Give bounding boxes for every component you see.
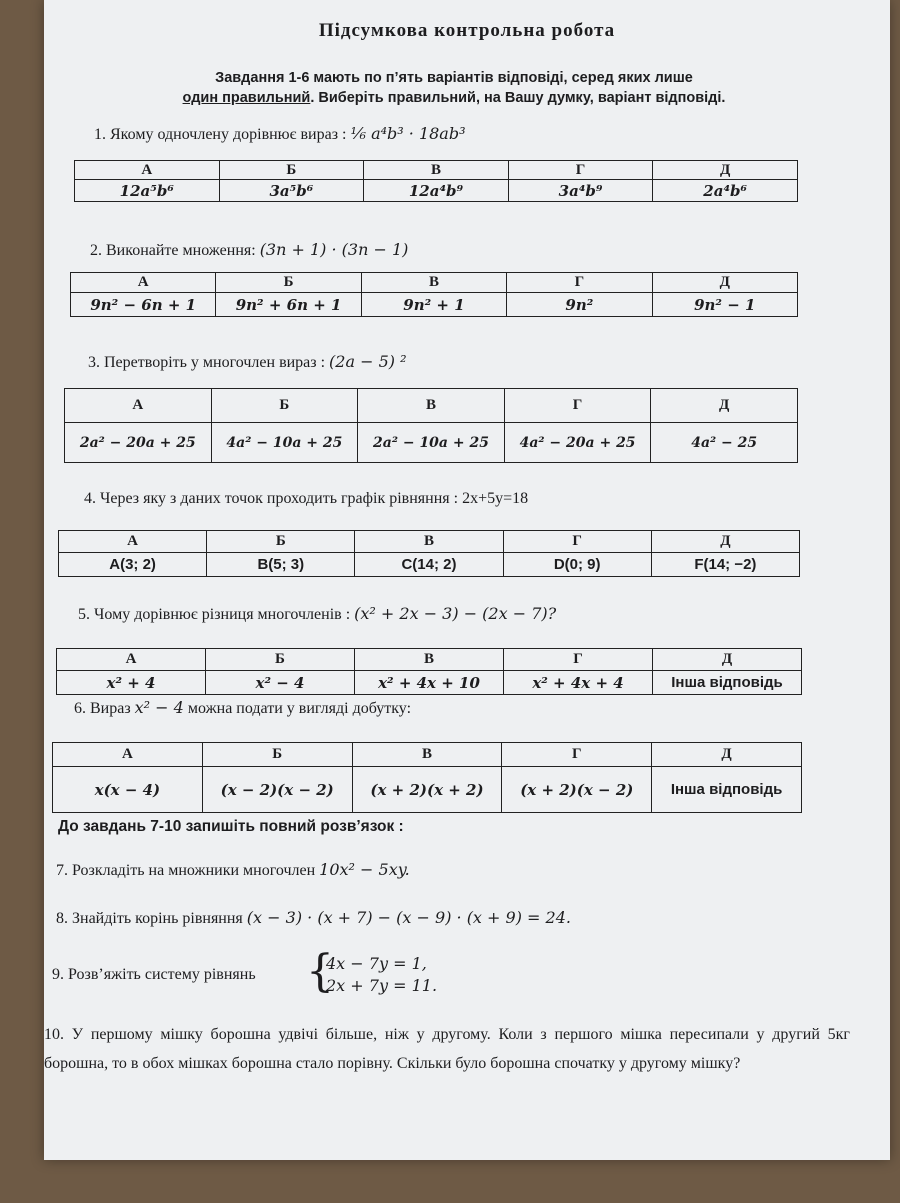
- instructions-rest: . Виберіть правильний, на Вашу думку, варіант відповіді.: [310, 90, 726, 106]
- answer-option[interactable]: x(x − 4): [53, 767, 203, 813]
- answer-letter: В: [364, 161, 509, 180]
- answer-letter: В: [355, 531, 503, 553]
- answers-table-5: [56, 648, 802, 695]
- answer-letter: Б: [219, 161, 364, 180]
- question-9-text: 9. Розв’яжіть систему рівнянь: [52, 966, 256, 983]
- answer-letter: В: [358, 389, 505, 423]
- answer-option[interactable]: 2a² − 10a + 25: [358, 423, 505, 463]
- question-7-text: 7. Розкладіть на множники многочлен: [56, 862, 316, 879]
- system-brace: {: [306, 946, 334, 997]
- equation-system: [326, 953, 437, 997]
- question-3-expr: (2a − 5) ²: [329, 352, 407, 371]
- answer-option[interactable]: 9n² − 1: [652, 293, 797, 317]
- question-4: [84, 490, 528, 508]
- question-2-expr: (3n + 1) · (3n − 1): [259, 240, 409, 259]
- answer-option[interactable]: 12a⁴b⁹: [364, 180, 509, 202]
- answer-option[interactable]: Інша відповідь: [652, 767, 802, 813]
- answer-letter: Д: [653, 649, 802, 671]
- answer-letter: Г: [504, 389, 651, 423]
- answer-letter: Д: [653, 161, 798, 180]
- equation-1: 4x − 7y = 1,: [326, 954, 427, 973]
- answer-option[interactable]: 2a⁴b⁶: [653, 180, 798, 202]
- answer-letter: А: [71, 273, 216, 293]
- answer-letter: Б: [211, 389, 358, 423]
- answer-letter: Г: [502, 743, 652, 767]
- answer-letter: А: [57, 649, 206, 671]
- question-7: [56, 860, 410, 880]
- answer-letter: В: [361, 273, 506, 293]
- answer-letter: В: [355, 649, 504, 671]
- answer-letter: Г: [508, 161, 653, 180]
- answer-option[interactable]: 4a² − 10a + 25: [211, 423, 358, 463]
- answer-letter: Д: [651, 531, 799, 553]
- answer-option[interactable]: B(5; 3): [207, 553, 355, 577]
- answer-option[interactable]: x² + 4x + 4: [504, 671, 653, 695]
- answer-option[interactable]: 4a² − 25: [651, 423, 798, 463]
- answer-option[interactable]: D(0; 9): [503, 553, 651, 577]
- answer-option[interactable]: 9n²: [507, 293, 652, 317]
- answer-option[interactable]: (x + 2)(x + 2): [352, 767, 502, 813]
- answer-option[interactable]: 12a⁵b⁶: [75, 180, 220, 202]
- answer-letter: А: [53, 743, 203, 767]
- page-title: Підсумкова контрольна робота: [318, 20, 616, 41]
- exam-sheet: [44, 0, 890, 1160]
- question-2-text: 2. Виконайте множення:: [90, 242, 256, 259]
- question-8-expr: (x − 3) · (x + 7) − (x − 9) · (x + 9) = 24.: [246, 908, 571, 927]
- answers-table-6: [52, 742, 802, 813]
- answer-letter: Д: [652, 743, 802, 767]
- question-6-text: 6. Вираз: [74, 700, 131, 717]
- equation-2: 2x + 7y = 11.: [326, 976, 438, 995]
- answer-letter: В: [352, 743, 502, 767]
- answer-letter: Д: [652, 273, 797, 293]
- answer-option[interactable]: 9n² − 6n + 1: [71, 293, 216, 317]
- question-1-text: 1. Якому одночлену дорівнює вираз :: [94, 126, 347, 143]
- question-7-expr: 10x² − 5xy.: [319, 860, 410, 879]
- question-10: 10. У першому мішку борошна удвічі більше, ніж у другому. Коли з першого мішка пересипали у другий 5кг борошна, то в обох мішках борошна стало порівну. Скільки було борошна спочатку у другому мішку?: [44, 1026, 850, 1072]
- answer-letter: Б: [207, 531, 355, 553]
- answer-letter: Б: [216, 273, 361, 293]
- answers-table-3: [64, 388, 798, 463]
- answer-option[interactable]: 4a² − 20a + 25: [504, 423, 651, 463]
- question-3-text: 3. Перетворіть у многочлен вираз :: [88, 354, 326, 371]
- instructions-line-2: [84, 88, 824, 108]
- answer-option[interactable]: F(14; −2): [651, 553, 799, 577]
- answer-letter: Г: [504, 649, 653, 671]
- answer-option[interactable]: 2a² − 20a + 25: [65, 423, 212, 463]
- question-8-text: 8. Знайдіть корінь рівняння: [56, 910, 243, 927]
- answer-option[interactable]: x² + 4: [57, 671, 206, 695]
- answers-table-1: [74, 160, 798, 202]
- answer-option[interactable]: 3a⁵b⁶: [219, 180, 364, 202]
- answer-letter: А: [59, 531, 207, 553]
- question-5: [78, 604, 556, 624]
- answer-letter: Д: [651, 389, 798, 423]
- question-4-text: 4. Через яку з даних точок проходить графік рівняння : 2x+5y=18: [84, 490, 529, 507]
- answers-table-2: [70, 272, 798, 317]
- answer-letter: А: [75, 161, 220, 180]
- answer-option[interactable]: (x + 2)(x − 2): [502, 767, 652, 813]
- question-6-expr: x² − 4: [134, 698, 184, 717]
- question-9: [52, 966, 256, 984]
- question-5-expr: (x² + 2x − 3) − (2x − 7)?: [354, 604, 557, 623]
- answer-option[interactable]: Інша відповідь: [653, 671, 802, 695]
- question-8: [56, 908, 571, 928]
- answer-option[interactable]: C(14; 2): [355, 553, 503, 577]
- answer-option[interactable]: 9n² + 1: [361, 293, 506, 317]
- answer-letter: Б: [206, 649, 355, 671]
- answer-option[interactable]: x² + 4x + 10: [355, 671, 504, 695]
- question-5-text: 5. Чому дорівнює різниця многочленів :: [78, 606, 351, 623]
- answers-table-4: [58, 530, 800, 577]
- question-2: [90, 240, 408, 260]
- answer-option[interactable]: 9n² + 6n + 1: [216, 293, 361, 317]
- instructions-underlined: один правильний: [182, 90, 311, 106]
- question-6: [74, 698, 411, 718]
- instructions-line-1: Завдання 1-6 мають по п’ять варіантів відповіді, серед яких лише: [215, 70, 693, 86]
- answer-option[interactable]: A(3; 2): [59, 553, 207, 577]
- question-1-expr: ¹⁄₆ a⁴b³ · 18ab³: [350, 124, 466, 143]
- answer-option[interactable]: 3a⁴b⁹: [508, 180, 653, 202]
- answer-letter: Б: [202, 743, 352, 767]
- instructions: [84, 68, 824, 108]
- section-label: До завдань 7-10 запишіть повний розв’язок :: [58, 818, 404, 835]
- answer-letter: Г: [507, 273, 652, 293]
- answer-option[interactable]: (x − 2)(x − 2): [202, 767, 352, 813]
- answer-option[interactable]: x² − 4: [206, 671, 355, 695]
- answer-letter: Г: [503, 531, 651, 553]
- answer-letter: А: [65, 389, 212, 423]
- question-6-text-after: можна подати у вигляді добутку:: [187, 700, 412, 717]
- question-1: [94, 124, 466, 144]
- question-3: [88, 352, 407, 372]
